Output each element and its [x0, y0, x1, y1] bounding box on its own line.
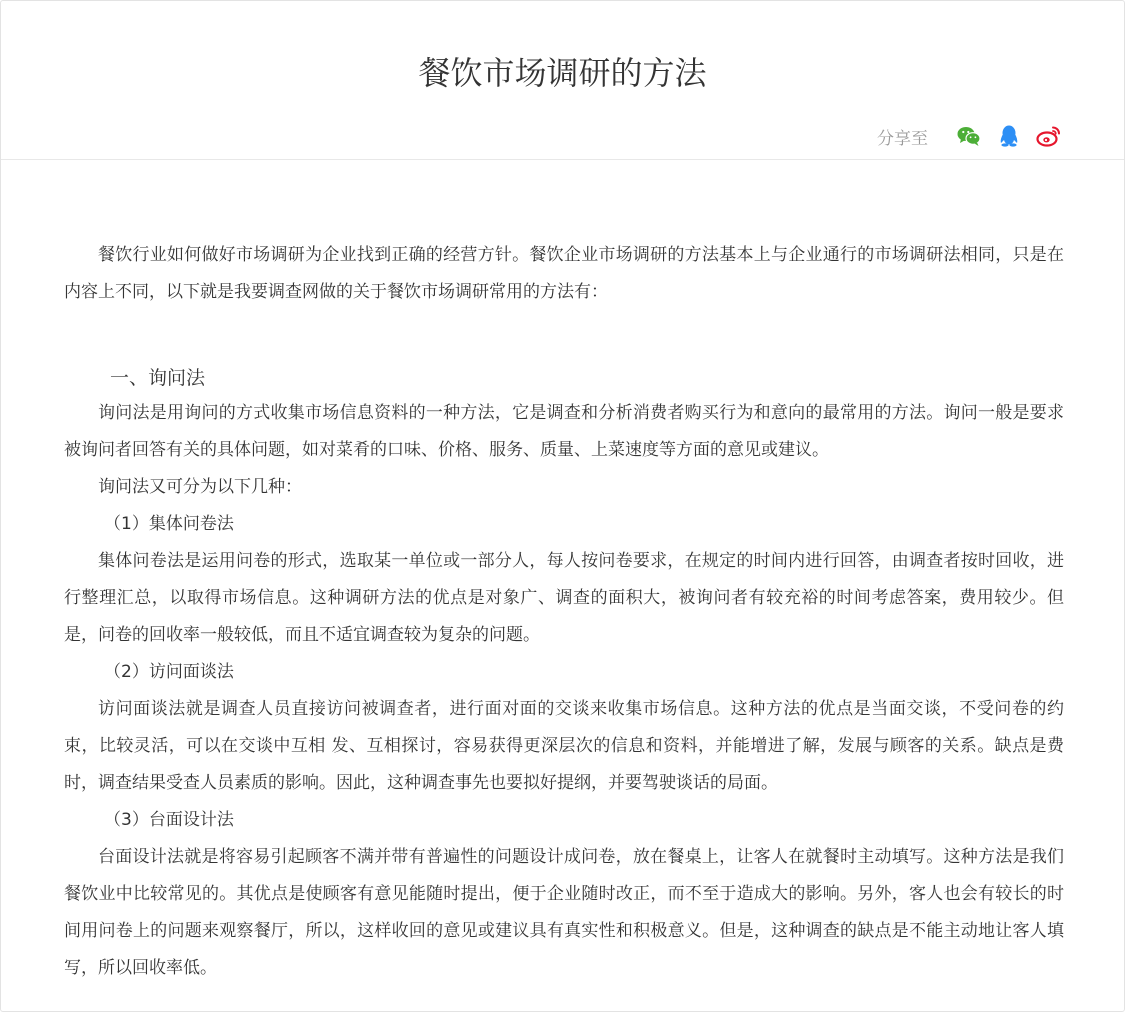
paragraph: 访问面谈法就是调查人员直接访问被调查者，进行面对面的交谈来收集市场信息。这种方法的优点是当面交谈，不受问卷的约束，比较灵活，可以在交谈中互相 发、互相探讨，容易获得更深层次的信息和资料，并能增进了解，发展与顾客的关系。缺点是费时，调查结果受查人员素质的影响。因此，这种调查事先也要拟好提纲，并要驾驶谈话的局面。 [64, 699, 1064, 793]
page-title: 餐饮市场调研的方法 [418, 54, 707, 92]
intro-paragraph [64, 237, 1064, 311]
share-label: 分享至 [877, 128, 928, 149]
paragraph: 询问法是用询问的方式收集市场信息资料的一种方法，它是调查和分析消费者购买行为和意向的最常用的方法。询问一般是要求被询问者回答有关的具体问题，如对菜肴的口味、价格、服务、质量、上菜速度等方面的意见或建议。 [64, 403, 1064, 460]
section-heading: 一、询问法 [110, 367, 206, 389]
weibo-icon[interactable] [1036, 123, 1062, 149]
paragraph: 台面设计法就是将容易引起顾客不满并带有普遍性的问题设计成问卷，放在餐桌上，让客人在就餐时主动填写。这种方法是我们餐饮业中比较常见的。其优点是使顾客有意见能随时提出，便于企业随时改正，而不至于造成大的影响。另外，客人也会有较长的时间用问卷上的问题来观察餐厅，所以，这样收回的意见或建议具有真实性和积极意义。但是，这种调查的缺点是不能主动地让客人填写，所以回收率低。 [64, 847, 1064, 978]
intro-text-1: 餐饮行业如何做好 [98, 245, 237, 265]
intro-text-3: 做的关于餐饮市场调研常用的方法有： [319, 282, 608, 302]
intro-text-2: 为企业找到正确的经营方针。餐饮企业市场调研的方法基本上与企业通行的市场调研法相同，只是在内容上不同，以下就是 [64, 245, 1065, 302]
spacer [64, 311, 1064, 361]
paragraph: 询问法又可分为以下几种： [98, 477, 302, 497]
woyaodiaocha-link[interactable]: 我要调查网 [234, 282, 319, 302]
subheading-2: （2）访问面谈法 [104, 662, 234, 682]
article-header [1, 1, 1124, 160]
wechat-icon[interactable] [956, 123, 982, 149]
market-research-link[interactable]: 市场调研 [236, 245, 306, 265]
qq-icon[interactable] [996, 123, 1022, 149]
paragraph: 集体问卷法是运用问卷的形式，选取某一单位或一部分人，每人按问卷要求，在规定的时间内进行回答，由调查者按时回收，进行整理汇总，以取得市场信息。这种调研方法的优点是对象广、调查的面积大，被询问者有较充裕的时间考虑答案，费用较少。但是，问卷的回收率一般较低，而且不适宜调查较为复杂的问题。 [64, 551, 1064, 645]
subheading-3: （3）台面设计法 [104, 810, 234, 830]
article-body [64, 237, 1064, 987]
share-bar [877, 122, 1062, 150]
subheading-1: （1）集体问卷法 [104, 514, 234, 534]
